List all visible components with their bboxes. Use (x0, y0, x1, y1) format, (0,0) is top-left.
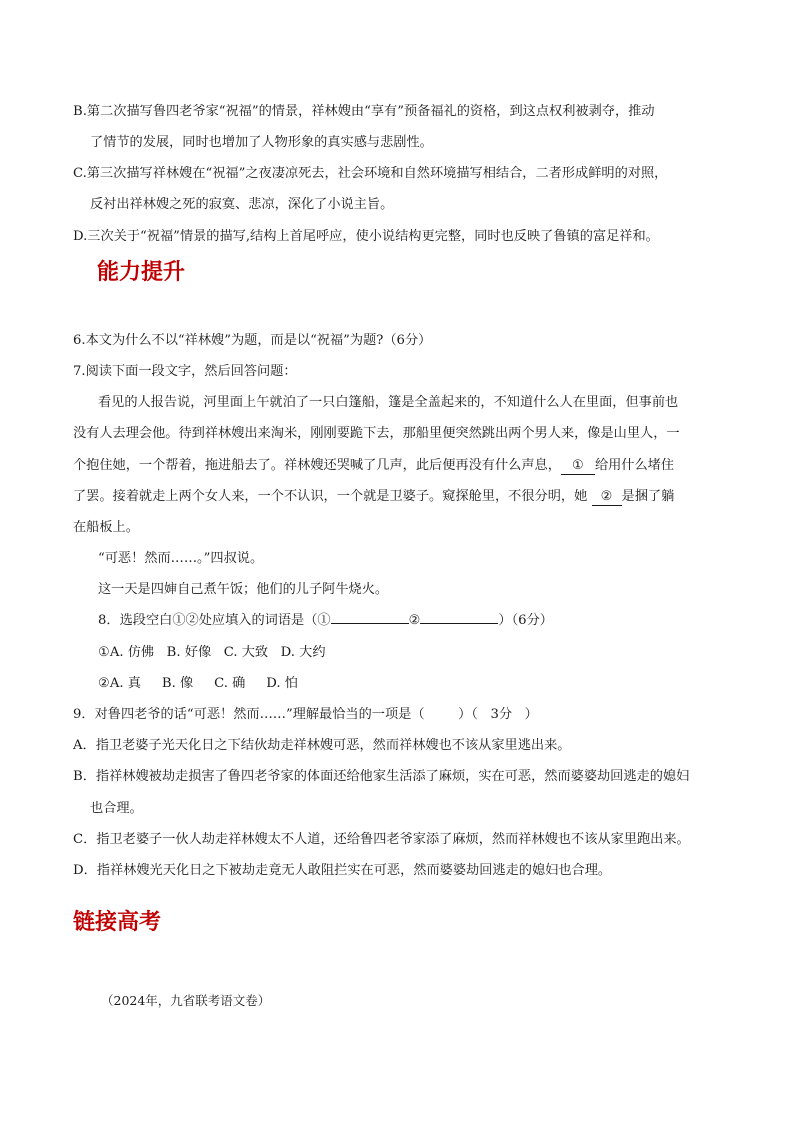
passage-line-3 (73, 456, 723, 476)
passage-line-4-text: 了罢。接着就走上两个女人来，一个不认识，一个就是卫婆子。窥探舱里，不很分明，她 (73, 489, 592, 504)
q9-option-a: A．指卫老婆子光天化日之下结伙劫走祥林嫂可恶，然而祥林嫂也不该从家里逃出来。 (73, 738, 571, 753)
q9-option-c: C．指卫老婆子一伙人劫走祥林嫂太不人道，还给鲁四老爷家添了麻烦，然而祥林嫂也不该从家里跑出来。 (73, 832, 690, 847)
option-b-line1: B.第二次描写鲁四老爷家“祝福”的情景，祥林嫂由“享有”预备福礼的资格，到这点权利被剥夺，推动 (73, 104, 655, 119)
passage-line-4 (73, 487, 723, 507)
passage-line-1: 看见的人报告说，河里面上午就泊了一只白篷船，篷是全盖起来的，不知道什么人在里面，但事前也 (98, 395, 679, 410)
passage-line-5: 在船板上。 (73, 520, 139, 535)
q9-option-b-line2: 也合理。 (90, 801, 143, 816)
q9-option-d: D．指祥林嫂光天化日之下被劫走竟无人敢阻拦实在可恶，然而婆婆劫回逃走的媳妇也合理。 (73, 863, 612, 878)
question-6: 6.本文为什么不以“祥林嫂”为题，而是以“祝福”为题?（6分） (73, 333, 432, 348)
question-9: 9．对鲁四老爷的话“可恶！然而……”理解最恰当的一项是（ ）（ 3分 ） (73, 707, 538, 722)
q9-option-b-line1: B．指祥林嫂被劫走损害了鲁四老爷家的体面还给他家生活添了麻烦，实在可恶，然而婆婆劫回逃走的媳妇 (73, 769, 690, 784)
q8-mid: ② (408, 613, 421, 628)
section-heading-ability: 能力提升 (97, 260, 186, 285)
option-c-line1: C.第三次描写祥林嫂在“祝福”之夜凄凉死去，社会环境和自然环境描写相结合，二者形成鲜明的对照， (73, 166, 668, 181)
passage-line-3-tail: 给用什么堵住 (594, 458, 675, 473)
blank-1: ① (561, 458, 595, 475)
question-8 (98, 611, 748, 631)
q8-blank-1 (331, 623, 409, 624)
q8-prefix: 8．选段空白①②处应填入的词语是（① (98, 613, 331, 628)
option-b-line2: 了情节的发展，同时也增加了人物形象的真实感与悲剧性。 (90, 135, 433, 150)
blank-2: ② (592, 489, 622, 506)
option-d-line1: D.三次关于“祝福”情景的描写,结构上首尾呼应，使小说结构更完整，同时也反映了鲁镇的富足祥和。 (73, 229, 659, 244)
passage-line-3-text: 个抱住她，一个帮着，拖进船去了。祥林嫂还哭喊了几声，此后便再没有什么声息， (73, 458, 561, 473)
q8-suffix: ）（6分） (498, 613, 553, 628)
question-7: 7.阅读下面一段文字，然后回答问题： (73, 364, 297, 379)
option-c-line2: 反衬出祥林嫂之死的寂寞、悲凉，深化了小说主旨。 (90, 197, 394, 212)
passage-line-2: 没有人去理会他。待到祥林嫂出来淘米，刚刚要跪下去，那船里便突然跳出两个男人来，像是山里人，一 (73, 426, 680, 441)
source-note: （2024年，九省联考语文卷） (101, 993, 271, 1008)
q8-options-1: ①A. 仿佛 B. 好像 C. 大致 D. 大约 (98, 645, 326, 660)
passage-line-7: 这一天是四婶自己煮午饭；他们的儿子阿牛烧火。 (98, 582, 389, 597)
q8-blank-2 (420, 623, 498, 624)
passage-quote: “可恶！然而……。”四叔说。 (98, 551, 264, 566)
passage-line-4-tail: 是捆了躺 (621, 489, 675, 504)
q8-options-2: ②A. 真 B. 像 C. 确 D. 怕 (98, 676, 298, 691)
section-heading-gaokao: 链接高考 (73, 910, 162, 935)
